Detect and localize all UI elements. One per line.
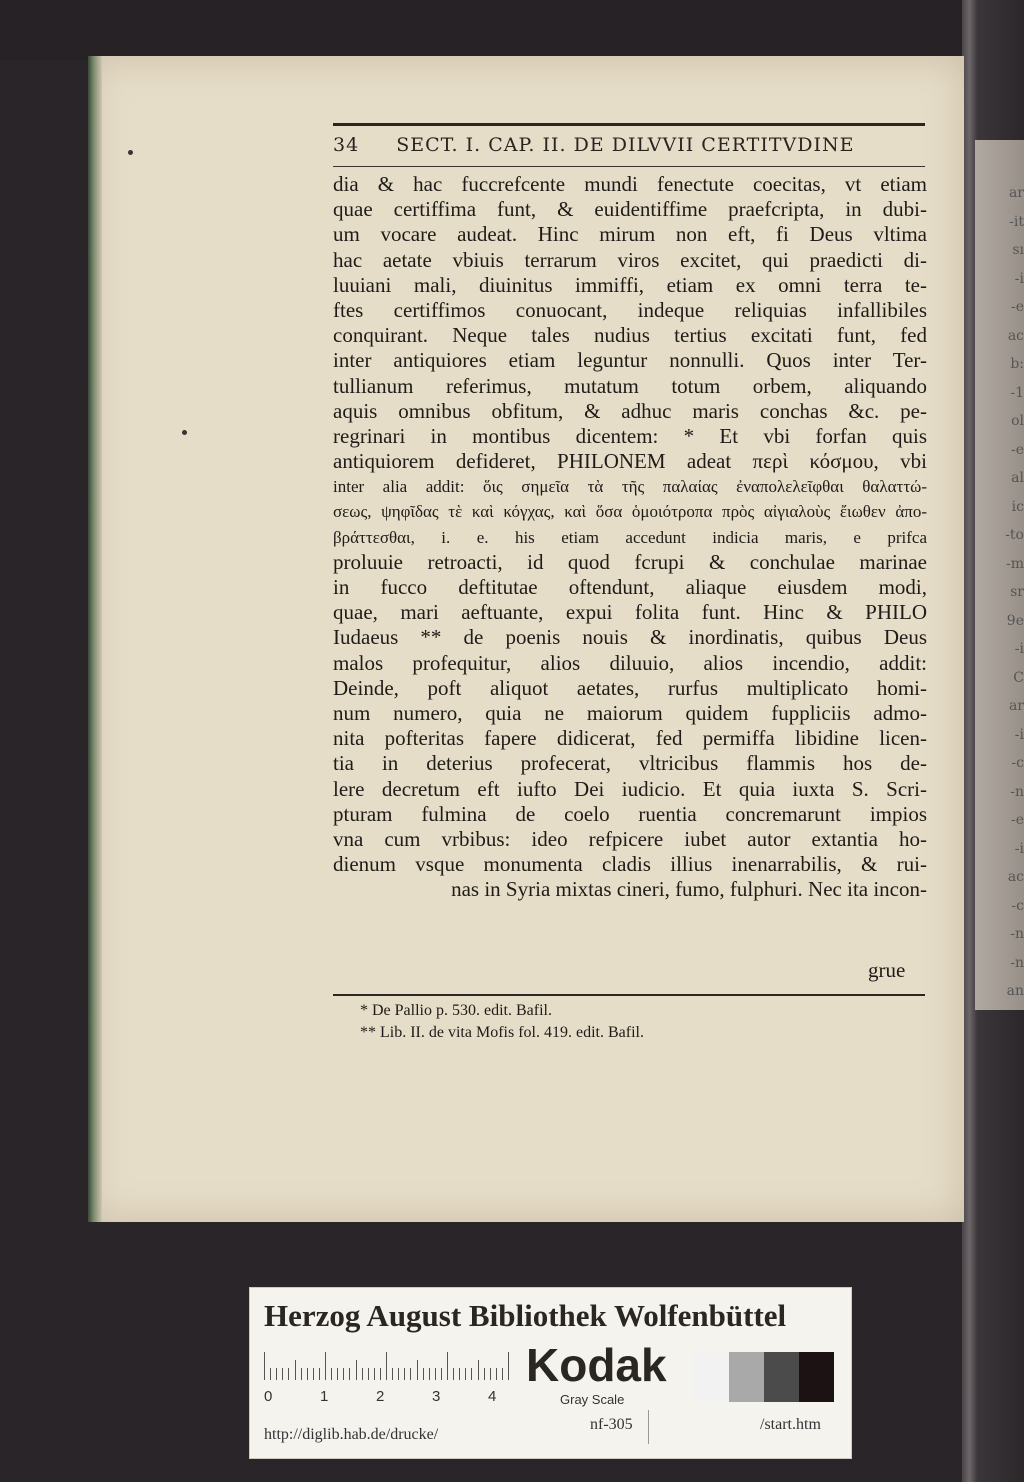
ruler-tick [313, 1368, 314, 1380]
ruler-tick [502, 1368, 503, 1380]
ruler-tick [374, 1368, 375, 1380]
gray-swatch [694, 1352, 729, 1402]
facing-page-fragment: ic [1011, 499, 1024, 514]
gray-swatch [764, 1352, 799, 1402]
text-line: nita pofteritas fapere didicerat, fed permiffa libidine licen- [333, 726, 927, 751]
facing-page-fragment: -c [1011, 898, 1024, 913]
facing-page-fragment: ac [1007, 870, 1024, 884]
footnote-rule [333, 994, 925, 996]
scan-background-top [0, 0, 1024, 60]
text-line: ftes certiffimos conuocant, indeque reliquias infallibiles [333, 297, 927, 322]
gray-scale-label: Gray Scale [560, 1392, 625, 1407]
ruler-tick [386, 1352, 387, 1380]
color-target-card [249, 1287, 852, 1459]
url-tail: /start.htm [760, 1416, 821, 1433]
ruler-tick [435, 1368, 436, 1380]
ruler-tick [441, 1368, 442, 1380]
facing-page-fragment: b: [1010, 357, 1024, 371]
kodak-logo: Kodak [526, 1339, 667, 1391]
facing-page-fragment: -c [1011, 756, 1024, 770]
gray-swatch [729, 1352, 764, 1402]
scale-number: 4 [488, 1388, 497, 1405]
facing-page-fragment: ac [1007, 328, 1024, 343]
facing-page-fragment: sı [1012, 243, 1024, 257]
facing-page-fragment: -1 [1010, 385, 1024, 400]
facing-page-fragment: 9e [1006, 613, 1024, 628]
facing-page-fragment: an [1006, 984, 1024, 998]
ruler-tick [325, 1352, 326, 1380]
text-line: inter antiquiores etiam leguntur nonnulli. Quos inter Ter- [333, 348, 927, 373]
ruler-tick [307, 1368, 308, 1380]
ruler-tick [319, 1368, 320, 1380]
page-number: 34 [333, 134, 360, 156]
text-line: inter alia addit: ὅις σημεῖα τὰ τῆς παλαίας ἐναπολελεῖφθαι θαλαττώ- [333, 477, 927, 497]
text-line: um vocare audeat. Hinc mirum non eft, fi Deus vltima [333, 222, 927, 247]
ruler-tick [417, 1360, 418, 1380]
facing-page-fragment: -it [1009, 214, 1024, 229]
facing-page-fragment: ar [1008, 699, 1024, 713]
shelfmark: nf-305 [590, 1416, 633, 1433]
facing-page-fragment: -i [1014, 642, 1024, 656]
page-gutter [88, 56, 102, 1222]
ruler-tick [465, 1368, 466, 1380]
text-line: Deinde, poft aliquot aetates, rurfus multiplicato homi- [333, 675, 927, 700]
facing-page-fragment: al [1011, 471, 1024, 485]
text-line: in fucco deftitutae oftendunt, aliaque eiusdem modi, [333, 575, 927, 599]
ruler-tick [362, 1368, 363, 1380]
text-line: vna cum vrbibus: ideo refpicere iubet autor extantia ho- [333, 826, 927, 851]
ruler-tick [337, 1368, 338, 1380]
ruler-tick [398, 1368, 399, 1380]
text-line: proluuie retroacti, id quod fcrupi & conchulae marinae [333, 549, 927, 574]
ruler-tick [478, 1360, 479, 1380]
facing-page-fragment: -e [1010, 300, 1024, 314]
ruler-tick [295, 1360, 296, 1380]
ruler-tick [508, 1352, 509, 1380]
ruler-tick [471, 1368, 472, 1380]
ruler-tick [410, 1368, 411, 1380]
ruler-tick [484, 1368, 485, 1380]
facing-page-fragment: -e [1010, 813, 1024, 827]
facing-page-fragment: -i [1014, 271, 1024, 286]
text-line: dia & hac fuccrefcente mundi fenectute coecitas, vt etiam [333, 172, 927, 196]
text-line: nas in Syria mixtas cineri, fumo, fulphuri. Nec ita incon- [451, 877, 927, 902]
catchword: grue [868, 958, 906, 982]
scale-number: 3 [432, 1388, 441, 1405]
facing-page-fragment: sr [1010, 585, 1024, 599]
ruler-tick [496, 1368, 497, 1380]
ruler-tick [404, 1368, 405, 1380]
facing-page-fragment: -n [1010, 784, 1024, 799]
library-name: Herzog August Bibliothek Wolfenbüttel [264, 1298, 787, 1333]
text-line: antiquiorem defideret, PHILONEM adeat περὶ κόσμου, vbi [333, 449, 927, 474]
facing-page-fragment: -e [1010, 442, 1024, 457]
facing-page-fragment: -n [1010, 927, 1024, 941]
facing-page-fragment: -i [1014, 727, 1024, 742]
footnote-1: * De Pallio p. 530. edit. Bafil. [360, 1002, 552, 1019]
ruler-tick [459, 1368, 460, 1380]
facing-page-fragment: ol [1011, 414, 1024, 428]
text-line: regrinari in montibus dicentem: * Et vbi forfan quis [333, 423, 927, 448]
text-line: malos profequitur, alios diluuio, alios incendio, addit: [333, 650, 927, 675]
text-line: tullianum referimus, mutatum totum orbem, aliquando [333, 373, 927, 398]
text-line: σεως, ψηφῖδας τὲ καὶ κόγχας, καὶ ὅσα ὁμοιότροπα πρὸς αἰγιαλοὺς ἔιωθεν ἀπο- [333, 502, 927, 522]
header-underline [333, 166, 925, 167]
ruler-tick [429, 1368, 430, 1380]
ruler-tick [282, 1368, 283, 1380]
scale-number: 2 [376, 1388, 385, 1405]
text-line: aquis omnibus obfitum, & adhuc maris conchas &c. pe- [333, 398, 927, 423]
text-line: pturam fulmina de coelo ruentia concremarunt impios [333, 801, 927, 826]
scale-ruler [264, 1350, 514, 1380]
running-title: SECT. I. CAP. II. DE DILVVII CERTITVDINE [396, 134, 855, 156]
scale-number: 1 [320, 1388, 329, 1405]
text-line: num numero, quia ne maiorum quidem fuppliciis admo- [333, 700, 927, 725]
text-line: luuiani mali, diuinitus immiffi, etiam ex omni terra te- [333, 272, 927, 297]
ruler-tick [264, 1352, 265, 1380]
ruler-tick [331, 1368, 332, 1380]
ruler-tick [343, 1368, 344, 1380]
header-rule [333, 123, 925, 126]
ruler-tick [349, 1368, 350, 1380]
facing-page-fragment: -n [1010, 955, 1024, 970]
facing-page-fragment: -m [1005, 556, 1024, 571]
ruler-tick [392, 1368, 393, 1380]
text-line: conquirant. Neque tales nudius tertius excitati funt, fed [333, 323, 927, 348]
running-head [333, 134, 933, 156]
separator [648, 1410, 649, 1444]
ruler-tick [356, 1360, 357, 1380]
text-line: quae, mari aeftuante, expui folita funt. Hinc & PHILO [333, 600, 927, 625]
ruler-tick [423, 1368, 424, 1380]
ruler-tick [447, 1352, 448, 1380]
ruler-tick [301, 1368, 302, 1380]
body-text [333, 172, 927, 902]
facing-page-fragment: ar [1008, 186, 1024, 200]
ruler-tick [453, 1368, 454, 1380]
scale-numbers [264, 1388, 514, 1408]
facing-page-fragment: C [1013, 670, 1024, 685]
footnote-2: ** Lib. II. de vita Mofis fol. 419. edit. Bafil. [360, 1024, 644, 1041]
stain-mark [182, 430, 187, 435]
text-line: Iudaeus ** de poenis nouis & inordinatis, quibus Deus [333, 625, 927, 650]
stain-mark [128, 150, 133, 155]
text-line: hac aetate vbiuis terrarum viros excitet, qui praedicti di- [333, 247, 927, 272]
text-line: dienum vsque monumenta cladis illius inenarrabilis, & rui- [333, 852, 927, 877]
text-line: βράττεσθαι, i. e. his etiam accedunt indicia maris, e prifca [333, 527, 927, 547]
ruler-tick [276, 1368, 277, 1380]
facing-page-fragment: -i [1014, 841, 1024, 856]
url-text: http://diglib.hab.de/drucke/ [264, 1426, 439, 1443]
scale-number: 0 [264, 1388, 273, 1405]
gray-swatch [799, 1352, 834, 1402]
ruler-tick [270, 1368, 271, 1380]
text-line: quae certiffima funt, & euidentiffime praefcripta, in dubi- [333, 197, 927, 222]
facing-page-fragment: -to [1005, 528, 1024, 542]
ruler-tick [368, 1368, 369, 1380]
footnotes [360, 1000, 644, 1044]
text-line: lere decretum eft iufto Dei iudicio. Et quia iuxta S. Scri- [333, 776, 927, 801]
gray-scale-swatches [694, 1352, 834, 1402]
text-line: tia in deterius profecerat, vltricibus flammis hos de- [333, 751, 927, 776]
ruler-tick [288, 1368, 289, 1380]
ruler-tick [490, 1368, 491, 1380]
ruler-tick [380, 1368, 381, 1380]
